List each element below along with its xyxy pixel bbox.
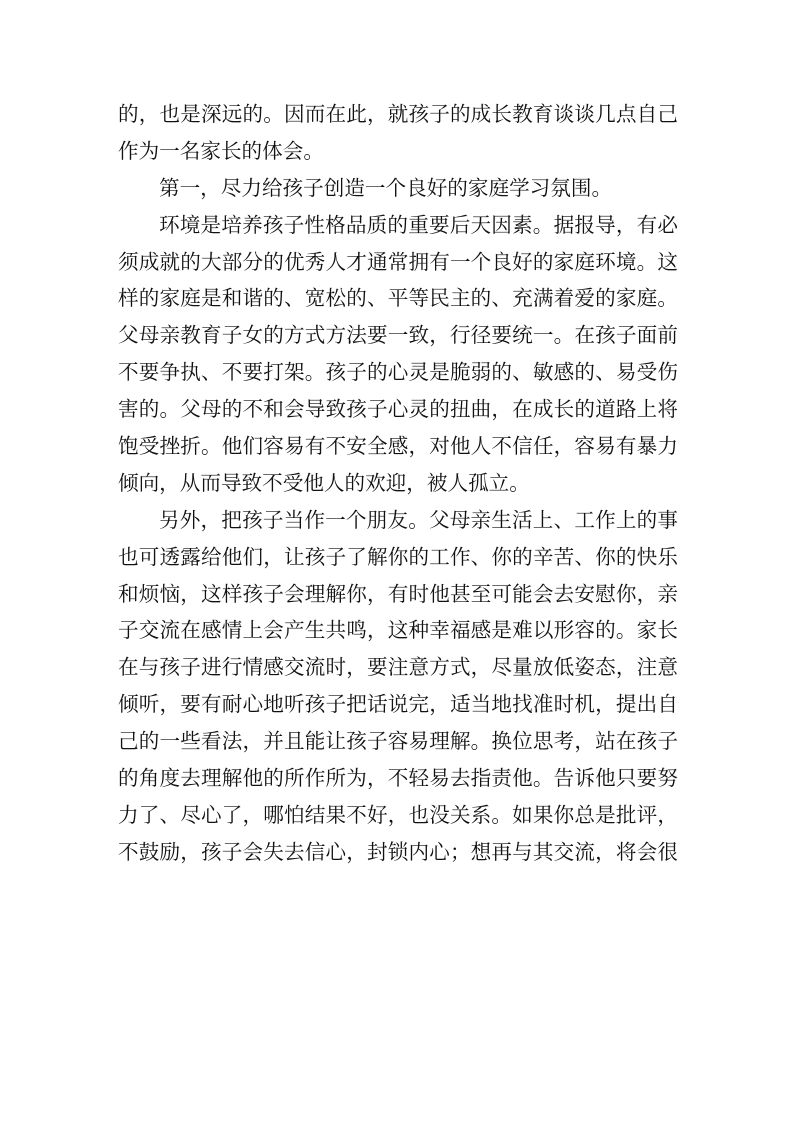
text-line: 倾向，从而导致不受他人的欢迎，被人孤立。 bbox=[118, 470, 530, 495]
text-line: 的角度去理解他的所作所为，不轻易去指责他。告诉他只要努 bbox=[118, 766, 678, 791]
text-line: 作为一名家长的体会。 bbox=[118, 138, 324, 163]
text-line: 的，也是深远的。因而在此，就孩子的成长教育谈谈几点自己 bbox=[118, 102, 678, 126]
text-line: 也可透露给他们，让孩子了解你的工作、你的辛苦、你的快乐 bbox=[118, 544, 678, 569]
text-line: 害的。父母的不和会导致孩子心灵的扭曲，在成长的道路上将 bbox=[118, 397, 678, 422]
text-line: 环境是培养孩子性格品质的重要后天因素。据报导，有必 bbox=[159, 212, 678, 237]
text-line: 另外，把孩子当作一个朋友。父母亲生活上、工作上的事 bbox=[159, 507, 678, 532]
text-line: 和烦恼，这样孩子会理解你，有时他甚至可能会去安慰你，亲 bbox=[118, 581, 678, 606]
text-line: 倾听，要有耐心地听孩子把话说完，适当地找准时机，提出自 bbox=[118, 692, 678, 717]
text-line: 须成就的大部分的优秀人才通常拥有一个良好的家庭环境。这 bbox=[118, 249, 678, 274]
text-line: 力了、尽心了，哪怕结果不好，也没关系。如果你总是批评， bbox=[118, 802, 678, 827]
section-heading: 第一，尽力给孩子创造一个良好的家庭学习氛围。 bbox=[159, 175, 613, 200]
text-line: 不鼓励，孩子会失去信心，封锁内心；想再与其交流，将会很 bbox=[118, 839, 678, 864]
text-line: 不要争执、不要打架。孩子的心灵是脆弱的、敏感的、易受伤 bbox=[118, 360, 678, 385]
text-line: 样的家庭是和谐的、宽松的、平等民主的、充满着爱的家庭。 bbox=[118, 286, 678, 311]
text-line: 在与孩子进行情感交流时，要注意方式，尽量放低姿态，注意 bbox=[118, 655, 678, 680]
text-line: 己的一些看法，并且能让孩子容易理解。换位思考，站在孩子 bbox=[118, 729, 678, 754]
text-line: 父母亲教育子女的方式方法要一致，行径要统一。在孩子面前 bbox=[118, 323, 678, 348]
body-text bbox=[118, 96, 678, 871]
text-line: 子交流在感情上会产生共鸣，这种幸福感是难以形容的。家长 bbox=[118, 618, 678, 643]
text-line: 饱受挫折。他们容易有不安全感，对他人不信任，容易有暴力 bbox=[118, 434, 678, 459]
